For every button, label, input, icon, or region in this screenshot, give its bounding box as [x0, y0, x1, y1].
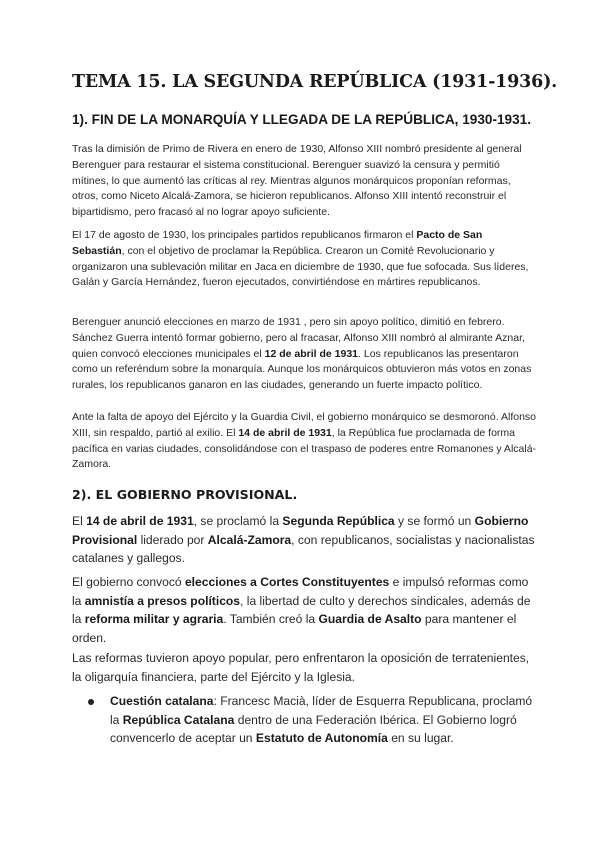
bullet-text-cuestion-catalana: Cuestión catalana: Francesc Macià, líder de Esquerra Republicana, proclamó la República Catalana dentro de una Federación Ibérica. El Gobierno logró convencerlo de aceptar un Estatuto de Autonomía en su lugar.	[110, 694, 533, 746]
section-1-paragraph-4: Ante la falta de apoyo del Ejército y la Guardia Civil, el gobierno monárquico se desmoronó. Alfonso XIII, sin respaldo, partió al exilio. El 14 de abril de 1931, la República fue proclamada de forma pacífica en varias ciudades, consolidándose con el traspaso de poderes entre Romanones y Alcalá-Zamora.	[72, 411, 537, 471]
section-2-paragraph-3: Las reformas tuvieron apoyo popular, pero enfrentaron la oposición de terratenientes, la oligarquía financiera, parte del Ejército y la Iglesia.	[72, 651, 530, 684]
section-1-heading: 1). FIN DE LA MONARQUÍA Y LLEGADA DE LA REPÚBLICA, 1930-1931.	[72, 112, 531, 127]
bullet-icon	[88, 699, 94, 705]
section-1-paragraph-2: El 17 de agosto de 1930, los principales partidos republicanos firmaron el Pacto de San Sebastián, con el objetivo de proclamar la República. Crearon un Comité Revolucionario y organizaron una sublevación militar en Jaca en diciembre de 1930, que fue sofocada. Sus líderes, Galán y García Hernández, fueron ejecutados, convirtiéndose en mártires republicanos.	[72, 229, 529, 289]
section-2-paragraph-1: El 14 de abril de 1931, se proclamó la Segunda República y se formó un Gobierno Provisional liderado por Alcalá-Zamora, con republicanos, socialistas y nacionalistas catalanes y gallegos.	[72, 514, 535, 566]
section-2-heading: 2). EL GOBIERNO PROVISIONAL.	[72, 487, 298, 502]
section-1-paragraph-1: Tras la dimisión de Primo de Rivera en enero de 1930, Alfonso XIII nombró presidente al general Berenguer para restaurar el sistema constitucional. Berenguer suavizó la censura y permitió mítines, lo que aumentó las críticas al rey. Mientras algunos monárquicos proponían reformas, otros, como Niceto Alcalá-Zamora, se hicieron republicanos. Alfonso XIII intentó reconstruir el bipartidismo, pero fracasó al no lograr apoyo suficiente.	[72, 143, 522, 219]
section-2-paragraph-2: El gobierno convocó elecciones a Cortes Constituyentes e impulsó reformas como la amnistía a presos políticos, la libertad de culto y derechos sindicales, además de la reforma militar y agraria. También creó la Guardia de Asalto para mantener el orden.	[72, 575, 531, 646]
section-1-paragraph-3: Berenguer anunció elecciones en marzo de 1931 , pero sin apoyo político, dimitió en febrero. Sánchez Guerra intentó formar gobierno, pero al fracasar, Alfonso XIII nombró al almirante Aznar, quien convocó elecciones municipales el 12 de abril de 1931. Los republicanos las presentaron como un referéndum sobre la monarquía. Aunque los monárquicos obtuvieron más votos en zonas rurales, los republicanos ganaron en las ciudades, generando un fuerte impacto político.	[72, 316, 532, 392]
document-title: TEMA 15. LA SEGUNDA REPÚBLICA (1931-1936).	[72, 72, 558, 92]
